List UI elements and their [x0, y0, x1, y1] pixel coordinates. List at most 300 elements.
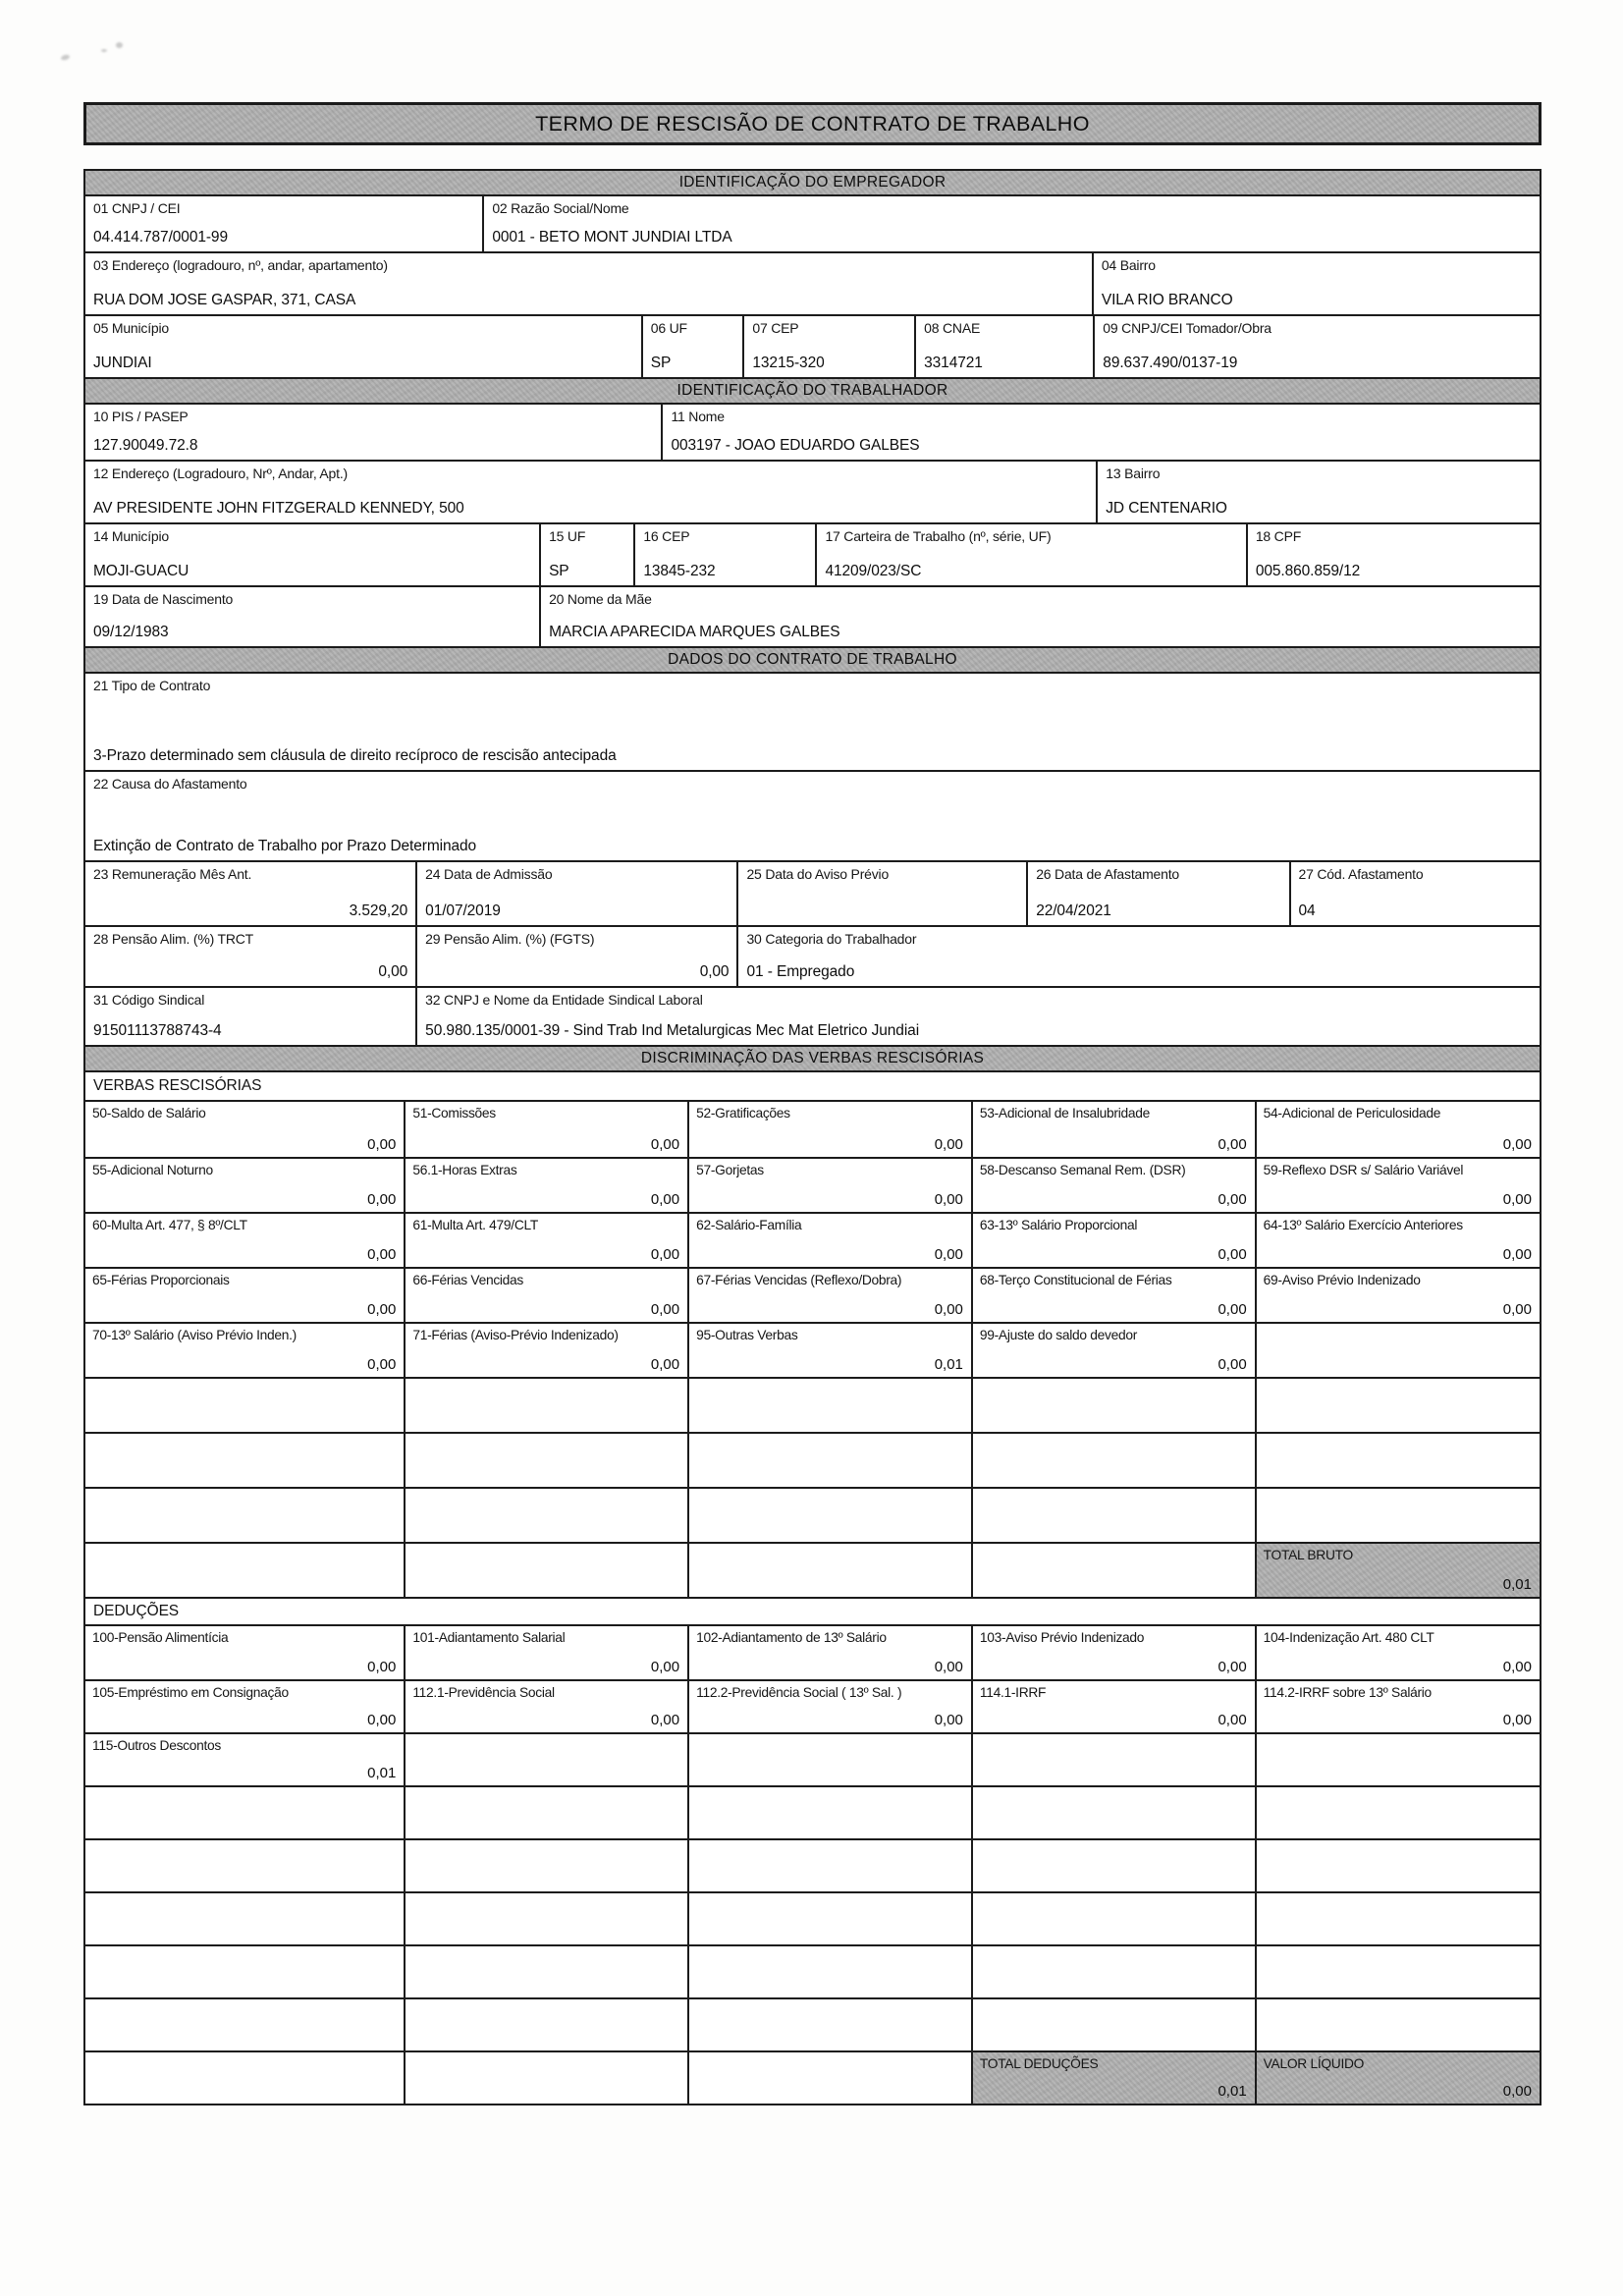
- money-cell-value: 0,00: [650, 1659, 680, 1675]
- empty-cell: [1255, 1946, 1540, 1997]
- money-cell: [1255, 1102, 1540, 1157]
- money-cell-value: 0,00: [1217, 1301, 1247, 1318]
- money-cell: [85, 1324, 404, 1377]
- field-label: 05 Município: [93, 320, 169, 336]
- field-15-uf-trabalhador: [539, 524, 633, 585]
- empty-cell: [404, 1544, 687, 1597]
- empty-cell: [1255, 1434, 1540, 1487]
- field-05-municipio-empregador: [85, 316, 641, 377]
- field-label: 26 Data de Afastamento: [1036, 866, 1180, 882]
- deducoes-subheader: DEDUÇÕES: [85, 1597, 1540, 1624]
- money-cell-value: 0,00: [1502, 1301, 1532, 1318]
- empty-cell: [971, 1544, 1255, 1597]
- field-label: 01 CNPJ / CEI: [93, 200, 181, 216]
- money-cell-label: 114.1-IRRF: [979, 1685, 1047, 1700]
- money-cell-value: 0,00: [1502, 1191, 1532, 1208]
- empty-cell: [85, 1787, 404, 1838]
- field-label: 25 Data do Aviso Prévio: [746, 866, 890, 882]
- money-row: [85, 1891, 1540, 1944]
- field-value: 89.637.490/0137-19: [1103, 355, 1238, 371]
- field-22-causa-afastamento: [85, 772, 1540, 860]
- money-cell-value: 0,00: [367, 1356, 397, 1373]
- field-value: 41209/023/SC: [825, 563, 922, 579]
- money-row: [85, 1157, 1540, 1212]
- money-cell: [85, 1681, 404, 1732]
- money-cell-label: 60-Multa Art. 477, § 8º/CLT: [92, 1218, 247, 1232]
- money-cell: [404, 1159, 687, 1212]
- form-row: [85, 194, 1540, 251]
- field-04-bairro-empregador: [1092, 253, 1540, 314]
- money-cell-label: 56.1-Horas Extras: [412, 1163, 517, 1177]
- field-value: MOJI-GUACU: [93, 563, 189, 579]
- money-cell: [1255, 1269, 1540, 1322]
- money-cell: [85, 1626, 404, 1679]
- money-row: [85, 1212, 1540, 1267]
- money-row: [85, 1542, 1540, 1597]
- field-26-data-afastamento: [1026, 862, 1288, 925]
- empty-cell: [1255, 1999, 1540, 2050]
- document-title-bar: [83, 102, 1542, 145]
- money-cell-label: 63-13º Salário Proporcional: [979, 1218, 1138, 1232]
- money-cell-label: TOTAL BRUTO: [1263, 1548, 1353, 1562]
- field-01-cnpj-cei: [85, 196, 482, 251]
- field-value: 13845-232: [643, 563, 716, 579]
- money-cell-value: 0,01: [367, 1765, 397, 1781]
- money-cell-label: 71-Férias (Aviso-Prévio Indenizado): [412, 1328, 619, 1342]
- empty-cell: [404, 1893, 687, 1944]
- field-09-cnpj-tomador: [1093, 316, 1540, 377]
- field-08-cnae: [914, 316, 1093, 377]
- field-label: 18 CPF: [1255, 528, 1302, 544]
- field-value: 3314721: [924, 355, 983, 371]
- money-cell-value: 0,00: [1217, 1356, 1247, 1373]
- money-cell-label: 61-Multa Art. 479/CLT: [412, 1218, 538, 1232]
- empty-cell: [687, 1946, 971, 1997]
- money-row: [85, 1626, 1540, 1679]
- empty-cell: [971, 1489, 1255, 1542]
- field-23-remuneracao-mes-ant: [85, 862, 415, 925]
- money-cell-value: 0,00: [367, 1191, 397, 1208]
- field-25-data-aviso-previo: [736, 862, 1026, 925]
- money-cell-value: 0,00: [934, 1659, 963, 1675]
- money-cell-value: 0,00: [934, 1191, 963, 1208]
- empty-cell: [687, 1489, 971, 1542]
- money-cell: [687, 1159, 971, 1212]
- field-value: 3.529,20: [349, 902, 408, 919]
- money-cell-label: 69-Aviso Prévio Indenizado: [1263, 1273, 1421, 1287]
- field-label: 10 PIS / PASEP: [93, 409, 189, 424]
- field-07-cep-empregador: [742, 316, 914, 377]
- section-header-empregador: IDENTIFICAÇÃO DO EMPREGADOR: [85, 171, 1540, 194]
- money-row: [85, 2050, 1540, 2104]
- empty-cell: [971, 1787, 1255, 1838]
- field-label: 09 CNPJ/CEI Tomador/Obra: [1103, 320, 1271, 336]
- field-value: 3-Prazo determinado sem cláusula de direito recíproco de rescisão antecipada: [93, 747, 617, 764]
- money-cell-label: 68-Terço Constitucional de Férias: [979, 1273, 1172, 1287]
- empty-cell: [971, 1893, 1255, 1944]
- money-cell-label: 95-Outras Verbas: [696, 1328, 798, 1342]
- field-label: 17 Carteira de Trabalho (nº, série, UF): [825, 528, 1052, 544]
- money-cell: [404, 1626, 687, 1679]
- empty-cell: [85, 1999, 404, 2050]
- field-label: 24 Data de Admissão: [425, 866, 553, 882]
- field-28-pensao-trct: [85, 927, 415, 986]
- form-row: [85, 314, 1540, 377]
- empty-cell: [85, 2052, 404, 2104]
- money-cell: [687, 1681, 971, 1732]
- money-cell-value: 0,00: [650, 1191, 680, 1208]
- money-cell-label: 50-Saldo de Salário: [92, 1106, 206, 1121]
- money-cell: [687, 1269, 971, 1322]
- field-17-carteira-trabalho: [815, 524, 1245, 585]
- empty-cell: [404, 1999, 687, 2050]
- field-value: RUA DOM JOSE GASPAR, 371, CASA: [93, 292, 356, 308]
- form-row: [85, 403, 1540, 460]
- field-label: 15 UF: [549, 528, 586, 544]
- field-13-bairro-trabalhador: [1096, 462, 1540, 522]
- money-cell-label: 100-Pensão Alimentícia: [92, 1630, 229, 1645]
- field-value: JD CENTENARIO: [1106, 500, 1227, 517]
- empty-cell: [85, 1379, 404, 1432]
- field-value: 127.90049.72.8: [93, 437, 198, 454]
- empty-cell: [687, 1734, 971, 1785]
- field-label: 04 Bairro: [1101, 257, 1156, 273]
- field-value: AV PRESIDENTE JOHN FITZGERALD KENNEDY, 500: [93, 500, 464, 517]
- field-label: 21 Tipo de Contrato: [93, 678, 211, 693]
- empty-cell: [404, 1840, 687, 1891]
- section-header-trabalhador: IDENTIFICAÇÃO DO TRABALHADOR: [85, 377, 1540, 403]
- money-row: [85, 1487, 1540, 1542]
- field-label: 14 Município: [93, 528, 169, 544]
- field-06-uf-empregador: [641, 316, 743, 377]
- field-label: 06 UF: [650, 320, 687, 336]
- money-cell-value: 0,00: [650, 1301, 680, 1318]
- empty-cell: [1255, 1840, 1540, 1891]
- money-cell-value: 0,00: [1217, 1712, 1247, 1728]
- empty-cell: [404, 2052, 687, 2104]
- trct-form: [83, 169, 1542, 2105]
- money-cell: [85, 1159, 404, 1212]
- field-label: 08 CNAE: [924, 320, 981, 336]
- field-value: Extinção de Contrato de Trabalho por Prazo Determinado: [93, 838, 477, 854]
- money-cell-label: 57-Gorjetas: [696, 1163, 764, 1177]
- money-cell: [404, 1214, 687, 1267]
- scan-artifact: [61, 54, 71, 61]
- field-19-data-nascimento: [85, 587, 539, 646]
- money-row: [85, 1322, 1540, 1377]
- field-29-pensao-fgts: [415, 927, 736, 986]
- money-cell-value: 0,00: [1502, 2083, 1532, 2100]
- field-value: VILA RIO BRANCO: [1101, 292, 1233, 308]
- money-row: [85, 1267, 1540, 1322]
- field-03-endereco-empregador: [85, 253, 1092, 314]
- money-cell-label: 114.2-IRRF sobre 13º Salário: [1263, 1685, 1432, 1700]
- money-cell-label: 54-Adicional de Periculosidade: [1263, 1106, 1441, 1121]
- money-cell: [1255, 1159, 1540, 1212]
- money-cell-value: 0,00: [367, 1301, 397, 1318]
- field-value: 01/07/2019: [425, 902, 501, 919]
- money-cell-label: 102-Adiantamento de 13º Salário: [696, 1630, 887, 1645]
- money-cell: [971, 1102, 1255, 1157]
- money-cell: [687, 1214, 971, 1267]
- form-row: [85, 986, 1540, 1045]
- money-cell-label: 55-Adicional Noturno: [92, 1163, 213, 1177]
- field-label: 02 Razão Social/Nome: [492, 200, 629, 216]
- empty-cell: [687, 1999, 971, 2050]
- verbas-subheader: VERBAS RESCISÓRIAS: [85, 1070, 1540, 1100]
- deducoes-grid: [85, 1624, 1540, 2104]
- money-cell-label: 52-Gratificações: [696, 1106, 790, 1121]
- form-row: [85, 860, 1540, 925]
- money-cell-label: 67-Férias Vencidas (Reflexo/Dobra): [696, 1273, 902, 1287]
- field-31-codigo-sindical: [85, 988, 415, 1045]
- document-title: TERMO DE RESCISÃO DE CONTRATO DE TRABALHO: [535, 111, 1090, 136]
- field-27-cod-afastamento: [1289, 862, 1541, 925]
- field-value: 09/12/1983: [93, 624, 169, 640]
- field-value: 005.860.859/12: [1255, 563, 1361, 579]
- money-cell-value: 0,00: [1502, 1246, 1532, 1263]
- money-cell-value: 0,00: [1502, 1136, 1532, 1153]
- field-label: 32 CNPJ e Nome da Entidade Sindical Laboral: [425, 992, 703, 1008]
- field-value: 0,00: [378, 963, 408, 980]
- empty-cell: [687, 1840, 971, 1891]
- empty-cell: [1255, 1734, 1540, 1785]
- empty-cell: [687, 1379, 971, 1432]
- money-cell-value: 0,00: [367, 1712, 397, 1728]
- field-24-data-admissao: [415, 862, 736, 925]
- form-row: [85, 585, 1540, 646]
- money-cell-value: 0,00: [650, 1136, 680, 1153]
- money-cell-value: 0,00: [1217, 1246, 1247, 1263]
- money-cell-value: 0,00: [1217, 1659, 1247, 1675]
- money-cell-value: 0,01: [934, 1356, 963, 1373]
- money-cell-label: 70-13º Salário (Aviso Prévio Inden.): [92, 1328, 297, 1342]
- money-row: [85, 1838, 1540, 1891]
- field-label: 11 Nome: [671, 409, 725, 424]
- empty-cell: [971, 1946, 1255, 1997]
- money-cell-value: 0,00: [650, 1246, 680, 1263]
- empty-cell: [85, 1434, 404, 1487]
- empty-cell: [1255, 1379, 1540, 1432]
- money-cell: [85, 1734, 404, 1785]
- empty-cell: [687, 1544, 971, 1597]
- money-cell-value: 0,00: [934, 1136, 963, 1153]
- money-cell-label: 65-Férias Proporcionais: [92, 1273, 230, 1287]
- field-value: 01 - Empregado: [746, 963, 855, 980]
- money-cell-label: TOTAL DEDUÇÕES: [979, 2056, 1099, 2071]
- empty-cell: [971, 1434, 1255, 1487]
- money-cell-label: 51-Comissões: [412, 1106, 496, 1121]
- empty-cell: [85, 1893, 404, 1944]
- money-cell: [971, 1269, 1255, 1322]
- money-cell-label: VALOR LÍQUIDO: [1263, 2056, 1365, 2071]
- money-cell-label: 103-Aviso Prévio Indenizado: [979, 1630, 1145, 1645]
- field-02-razao-social: [482, 196, 1540, 251]
- money-row: [85, 1679, 1540, 1732]
- field-value: JUNDIAI: [93, 355, 152, 371]
- money-cell: [404, 1269, 687, 1322]
- money-cell: [404, 1324, 687, 1377]
- money-cell: [404, 1681, 687, 1732]
- money-cell-label: 64-13º Salário Exercício Anteriores: [1263, 1218, 1463, 1232]
- money-cell-value: 0,00: [1217, 1191, 1247, 1208]
- scan-artifact: [101, 49, 107, 52]
- money-cell-value: 0,00: [650, 1356, 680, 1373]
- money-row: [85, 1732, 1540, 1785]
- money-cell-label: 112.2-Previdência Social ( 13º Sal. ): [696, 1685, 902, 1700]
- form-row: [85, 460, 1540, 522]
- empty-cell: [1255, 1324, 1540, 1377]
- field-label: 30 Categoria do Trabalhador: [746, 931, 917, 947]
- field-label: 13 Bairro: [1106, 465, 1161, 481]
- money-cell: [1255, 1626, 1540, 1679]
- empty-cell: [1255, 1489, 1540, 1542]
- form-row: [85, 770, 1540, 860]
- field-value: MARCIA APARECIDA MARQUES GALBES: [549, 624, 840, 640]
- money-cell: [971, 1626, 1255, 1679]
- empty-cell: [404, 1946, 687, 1997]
- money-cell: [971, 1681, 1255, 1732]
- field-21-tipo-contrato: [85, 674, 1540, 770]
- empty-cell: [687, 1434, 971, 1487]
- empty-cell: [971, 1734, 1255, 1785]
- field-value: 04.414.787/0001-99: [93, 229, 228, 246]
- money-row: [85, 1377, 1540, 1432]
- field-18-cpf: [1246, 524, 1540, 585]
- money-cell-value: 0,00: [1502, 1659, 1532, 1675]
- field-11-nome: [661, 405, 1540, 460]
- money-cell-value: 0,00: [934, 1301, 963, 1318]
- field-label: 03 Endereço (logradouro, nº, andar, apartamento): [93, 257, 388, 273]
- field-label: 27 Cód. Afastamento: [1298, 866, 1424, 882]
- empty-cell: [85, 1946, 404, 1997]
- money-cell-label: 105-Empréstimo em Consignação: [92, 1685, 289, 1700]
- field-12-endereco-trabalhador: [85, 462, 1096, 522]
- verbas-grid: [85, 1100, 1540, 1597]
- empty-cell: [404, 1489, 687, 1542]
- empty-cell: [1255, 1787, 1540, 1838]
- empty-cell: [404, 1787, 687, 1838]
- field-label: 31 Código Sindical: [93, 992, 205, 1008]
- money-cell-label: 62-Salário-Família: [696, 1218, 802, 1232]
- money-cell-label: 66-Férias Vencidas: [412, 1273, 524, 1287]
- field-value: 50.980.135/0001-39 - Sind Trab Ind Metalurgicas Mec Mat Eletrico Jundiai: [425, 1022, 920, 1039]
- field-label: 29 Pensão Alim. (%) (FGTS): [425, 931, 595, 947]
- money-cell-value: 0,00: [650, 1712, 680, 1728]
- money-cell: [85, 1214, 404, 1267]
- empty-cell: [687, 1893, 971, 1944]
- field-32-entidade-sindical: [415, 988, 1540, 1045]
- empty-cell: [404, 1434, 687, 1487]
- scan-artifact: [116, 42, 123, 48]
- field-10-pis-pasep: [85, 405, 661, 460]
- form-row: [85, 251, 1540, 314]
- money-cell-value: 0,01: [1502, 1576, 1532, 1593]
- field-value: 91501113788743-4: [93, 1022, 222, 1039]
- money-row: [85, 1432, 1540, 1487]
- field-16-cep-trabalhador: [633, 524, 815, 585]
- money-cell-value: 0,01: [1217, 2083, 1247, 2100]
- section-header-verbas: DISCRIMINAÇÃO DAS VERBAS RESCISÓRIAS: [85, 1045, 1540, 1070]
- money-cell: [687, 1102, 971, 1157]
- empty-cell: [1255, 1893, 1540, 1944]
- field-label: 07 CEP: [752, 320, 799, 336]
- total-deducoes-cell: [971, 2052, 1255, 2104]
- money-cell: [971, 1214, 1255, 1267]
- empty-cell: [85, 1544, 404, 1597]
- money-cell-label: 53-Adicional de Insalubridade: [979, 1106, 1150, 1121]
- field-30-categoria-trabalhador: [736, 927, 1540, 986]
- empty-cell: [85, 1840, 404, 1891]
- field-label: 28 Pensão Alim. (%) TRCT: [93, 931, 253, 947]
- empty-cell: [971, 1379, 1255, 1432]
- field-label: 19 Data de Nascimento: [93, 591, 234, 607]
- field-value: SP: [650, 355, 672, 371]
- money-cell-value: 0,00: [367, 1659, 397, 1675]
- field-value: SP: [549, 563, 569, 579]
- money-cell: [971, 1324, 1255, 1377]
- form-row: [85, 522, 1540, 585]
- money-cell: [687, 1324, 971, 1377]
- money-cell-value: 0,00: [934, 1712, 963, 1728]
- field-20-nome-mae: [539, 587, 1540, 646]
- money-cell: [85, 1102, 404, 1157]
- empty-cell: [404, 1379, 687, 1432]
- money-row: [85, 1944, 1540, 1997]
- money-row: [85, 1102, 1540, 1157]
- form-row: [85, 925, 1540, 986]
- money-cell-value: 0,00: [367, 1136, 397, 1153]
- empty-cell: [404, 1734, 687, 1785]
- field-label: 20 Nome da Mãe: [549, 591, 652, 607]
- money-cell-label: 112.1-Previdência Social: [412, 1685, 555, 1700]
- field-value: 04: [1298, 902, 1316, 919]
- field-label: 23 Remuneração Mês Ant.: [93, 866, 252, 882]
- money-cell: [404, 1102, 687, 1157]
- money-cell-value: 0,00: [1502, 1712, 1532, 1728]
- money-cell: [971, 1159, 1255, 1212]
- money-cell-label: 101-Adiantamento Salarial: [412, 1630, 566, 1645]
- form-row: [85, 672, 1540, 770]
- money-cell-label: 104-Indenização Art. 480 CLT: [1263, 1630, 1434, 1645]
- money-cell-label: 115-Outros Descontos: [92, 1738, 222, 1753]
- money-cell: [687, 1626, 971, 1679]
- empty-cell: [971, 1840, 1255, 1891]
- empty-cell: [85, 1489, 404, 1542]
- field-value: 22/04/2021: [1036, 902, 1111, 919]
- field-14-municipio-trabalhador: [85, 524, 539, 585]
- money-cell: [85, 1269, 404, 1322]
- money-row: [85, 1785, 1540, 1838]
- money-cell: [1255, 1214, 1540, 1267]
- field-label: 22 Causa do Afastamento: [93, 776, 247, 792]
- money-cell-label: 59-Reflexo DSR s/ Salário Variável: [1263, 1163, 1464, 1177]
- section-header-contrato: DADOS DO CONTRATO DE TRABALHO: [85, 646, 1540, 672]
- empty-cell: [687, 2052, 971, 2104]
- field-value: 0,00: [699, 963, 730, 980]
- money-cell-value: 0,00: [367, 1246, 397, 1263]
- field-label: 12 Endereço (Logradouro, Nrº, Andar, Apt.): [93, 465, 348, 481]
- field-value: 13215-320: [752, 355, 825, 371]
- money-cell-value: 0,00: [1217, 1136, 1247, 1153]
- empty-cell: [971, 1999, 1255, 2050]
- empty-cell: [687, 1787, 971, 1838]
- field-value: 0001 - BETO MONT JUNDIAI LTDA: [492, 229, 732, 246]
- field-label: 16 CEP: [643, 528, 690, 544]
- valor-liquido-cell: [1255, 2052, 1540, 2104]
- total-bruto-cell: [1255, 1544, 1540, 1597]
- money-cell-value: 0,00: [934, 1246, 963, 1263]
